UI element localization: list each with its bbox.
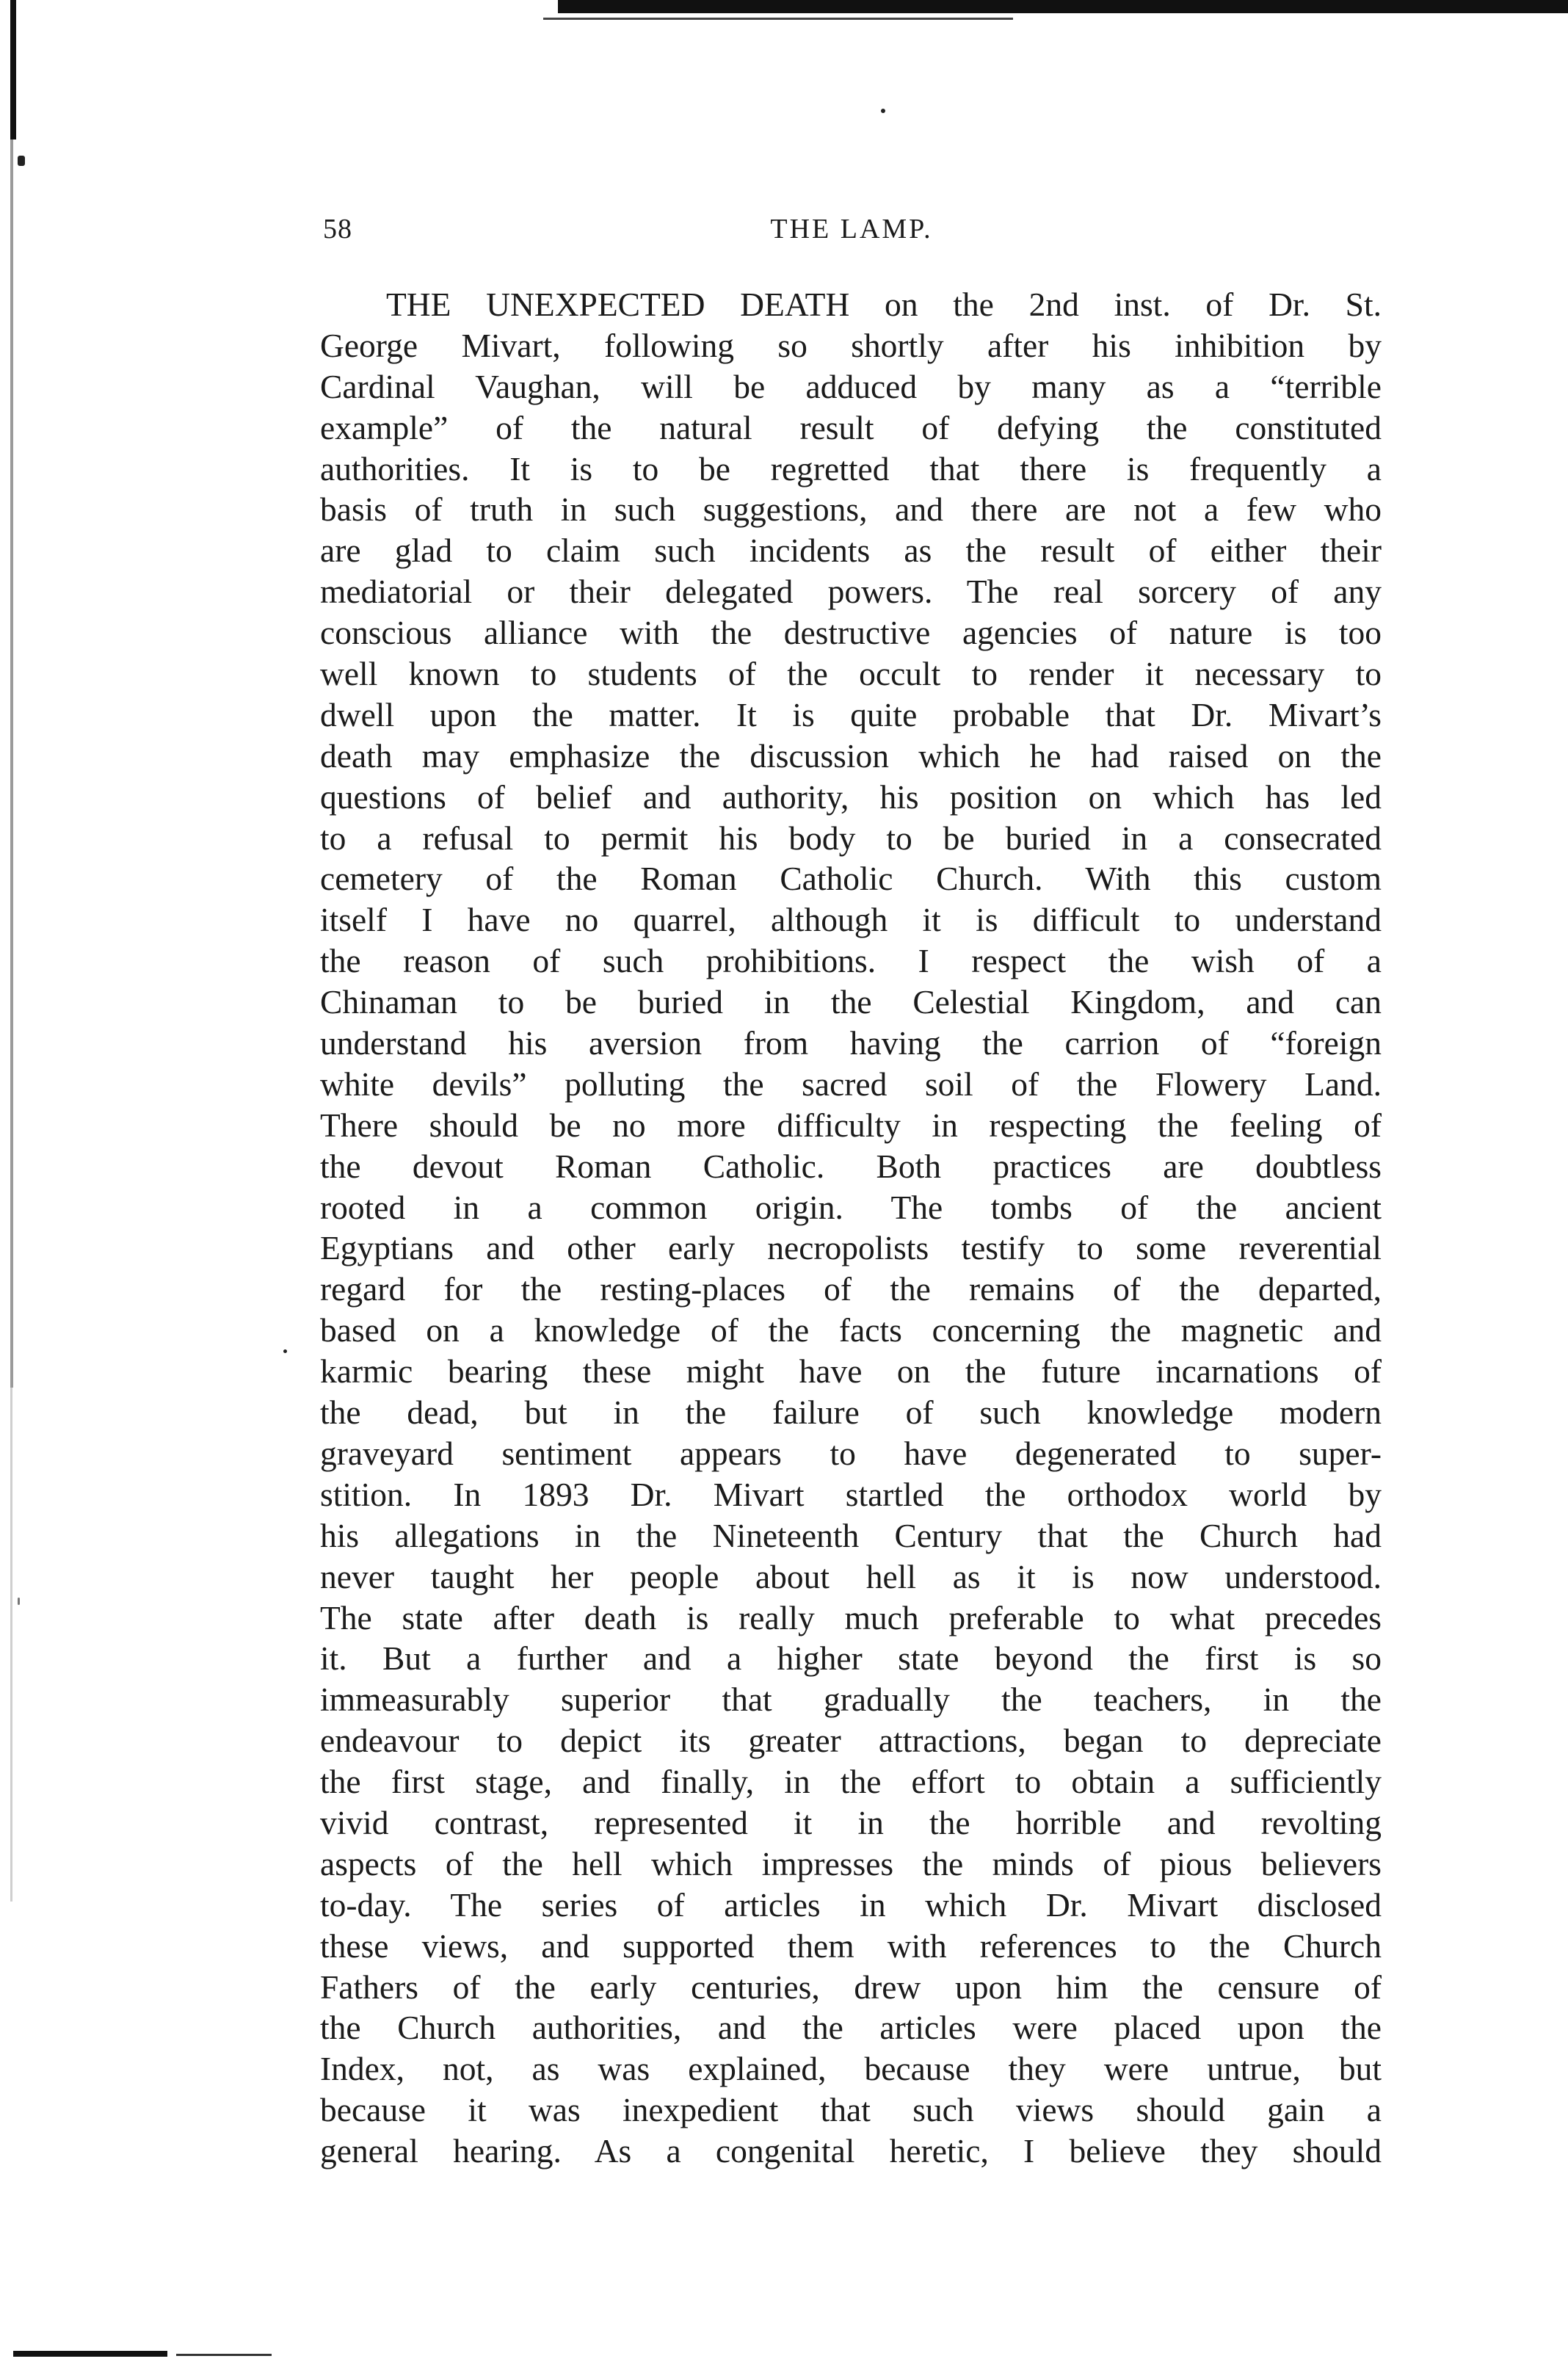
journal-title: THE LAMP. <box>770 214 933 244</box>
bottom-border-rule <box>13 2351 167 2357</box>
text-line: the devout Roman Catholic. Both practices are doubtless <box>320 1147 1382 1185</box>
text-line: Fathers of the early centuries, drew upon him the censure of <box>320 1968 1382 2006</box>
text-line: endeavour to depict its greater attractions, began to depreciate <box>320 1722 1382 1760</box>
text-line: are glad to claim such incidents as the result of either their <box>320 532 1382 570</box>
text-line: his allegations in the Nineteenth Century that the Church had <box>320 1516 1382 1554</box>
text-line: the reason of such prohibitions. I respect the wish of a <box>320 942 1382 980</box>
text-line: graveyard sentiment appears to have degenerated to super- <box>320 1434 1382 1472</box>
text-line: The state after death is really much preferable to what precedes <box>320 1598 1382 1636</box>
text-line: understand his aversion from having the carrion of “foreign <box>320 1024 1382 1062</box>
top-border-thin-rule <box>543 18 1013 20</box>
bottom-border-thin-rule <box>176 2354 272 2356</box>
text-line: it. But a further and a higher state beyond the first is so <box>320 1639 1382 1678</box>
text-line: the dead, but in the failure of such knowledge modern <box>320 1393 1382 1432</box>
scan-speck <box>881 109 885 113</box>
left-edge-shadow-bottom <box>10 1388 12 1902</box>
scan-speck <box>18 1598 20 1605</box>
text-line: cemetery of the Roman Catholic Church. With this custom <box>320 860 1382 898</box>
text-line: conscious alliance with the destructive agencies of nature is too <box>320 614 1382 652</box>
text-line: never taught her people about hell as it is now understood. <box>320 1557 1382 1595</box>
text-line: mediatorial or their delegated powers. The real sorcery of any <box>320 573 1382 611</box>
top-border-rule <box>558 0 1568 13</box>
text-line: authorities. It is to be regretted that there is frequently a <box>320 449 1382 487</box>
text-line: these views, and supported them with references to the Church <box>320 1926 1382 1965</box>
text-line: rooted in a common origin. The tombs of the ancient <box>320 1188 1382 1226</box>
text-line: well known to students of the occult to render it necessary to <box>320 655 1382 693</box>
text-line: to a refusal to permit his body to be buried in a consecrated <box>320 819 1382 857</box>
text-line: regard for the resting-places of the remains of the departed, <box>320 1270 1382 1308</box>
text-line: aspects of the hell which impresses the minds of pious believers <box>320 1844 1382 1882</box>
text-line: Cardinal Vaughan, will be adduced by many as a “terrible <box>320 367 1382 405</box>
left-edge-shadow <box>10 0 16 139</box>
text-line: because it was inexpedient that such views should gain a <box>320 2091 1382 2129</box>
text-line: death may emphasize the discussion which he had raised on the <box>320 736 1382 775</box>
running-head <box>323 213 1380 257</box>
text-line: karmic bearing these might have on the future incarnations of <box>320 1352 1382 1391</box>
text-line: dwell upon the matter. It is quite probable that Dr. Mivart’s <box>320 695 1382 733</box>
text-line: THE UNEXPECTED DEATH on the 2nd inst. of Dr. St. <box>386 286 1382 323</box>
text-line: example” of the natural result of defying the constituted <box>320 408 1382 446</box>
text-line: to-day. The series of articles in which Dr. Mivart disclosed <box>320 1885 1382 1924</box>
text-line: immeasurably superior that gradually the teachers, in the <box>320 1681 1382 1719</box>
text-line: questions of belief and authority, his position on which has led <box>320 777 1382 816</box>
text-line: Index, not, as was explained, because they were untrue, but <box>320 2050 1382 2088</box>
text-line: Chinaman to be buried in the Celestial Kingdom, and can <box>320 983 1382 1021</box>
scan-speck <box>283 1349 287 1353</box>
text-line: George Mivart, following so shortly after his inhibition by <box>320 326 1382 364</box>
scan-speck <box>18 156 25 166</box>
text-line: the first stage, and finally, in the effort to obtain a sufficiently <box>320 1763 1382 1801</box>
text-line: Egyptians and other early necropolists testify to some reverential <box>320 1229 1382 1267</box>
article-body <box>320 284 1382 2172</box>
text-line: itself I have no quarrel, although it is difficult to understand <box>320 901 1382 939</box>
text-line: general hearing. As a congenital heretic, I believe they should <box>320 2132 1382 2170</box>
text-line: white devils” polluting the sacred soil of the Flowery Land. <box>320 1065 1382 1103</box>
left-edge-shadow-lower <box>10 139 13 1388</box>
text-line: There should be no more difficulty in respecting the feeling of <box>320 1106 1382 1144</box>
text-line: based on a knowledge of the facts concerning the magnetic and <box>320 1311 1382 1349</box>
text-line: vivid contrast, represented it in the horrible and revolting <box>320 1803 1382 1841</box>
text-line: basis of truth in such suggestions, and there are not a few who <box>320 490 1382 529</box>
page-number: 58 <box>323 214 352 244</box>
text-line: stition. In 1893 Dr. Mivart startled the orthodox world by <box>320 1475 1382 1513</box>
text-line: the Church authorities, and the articles were placed upon the <box>320 2009 1382 2047</box>
